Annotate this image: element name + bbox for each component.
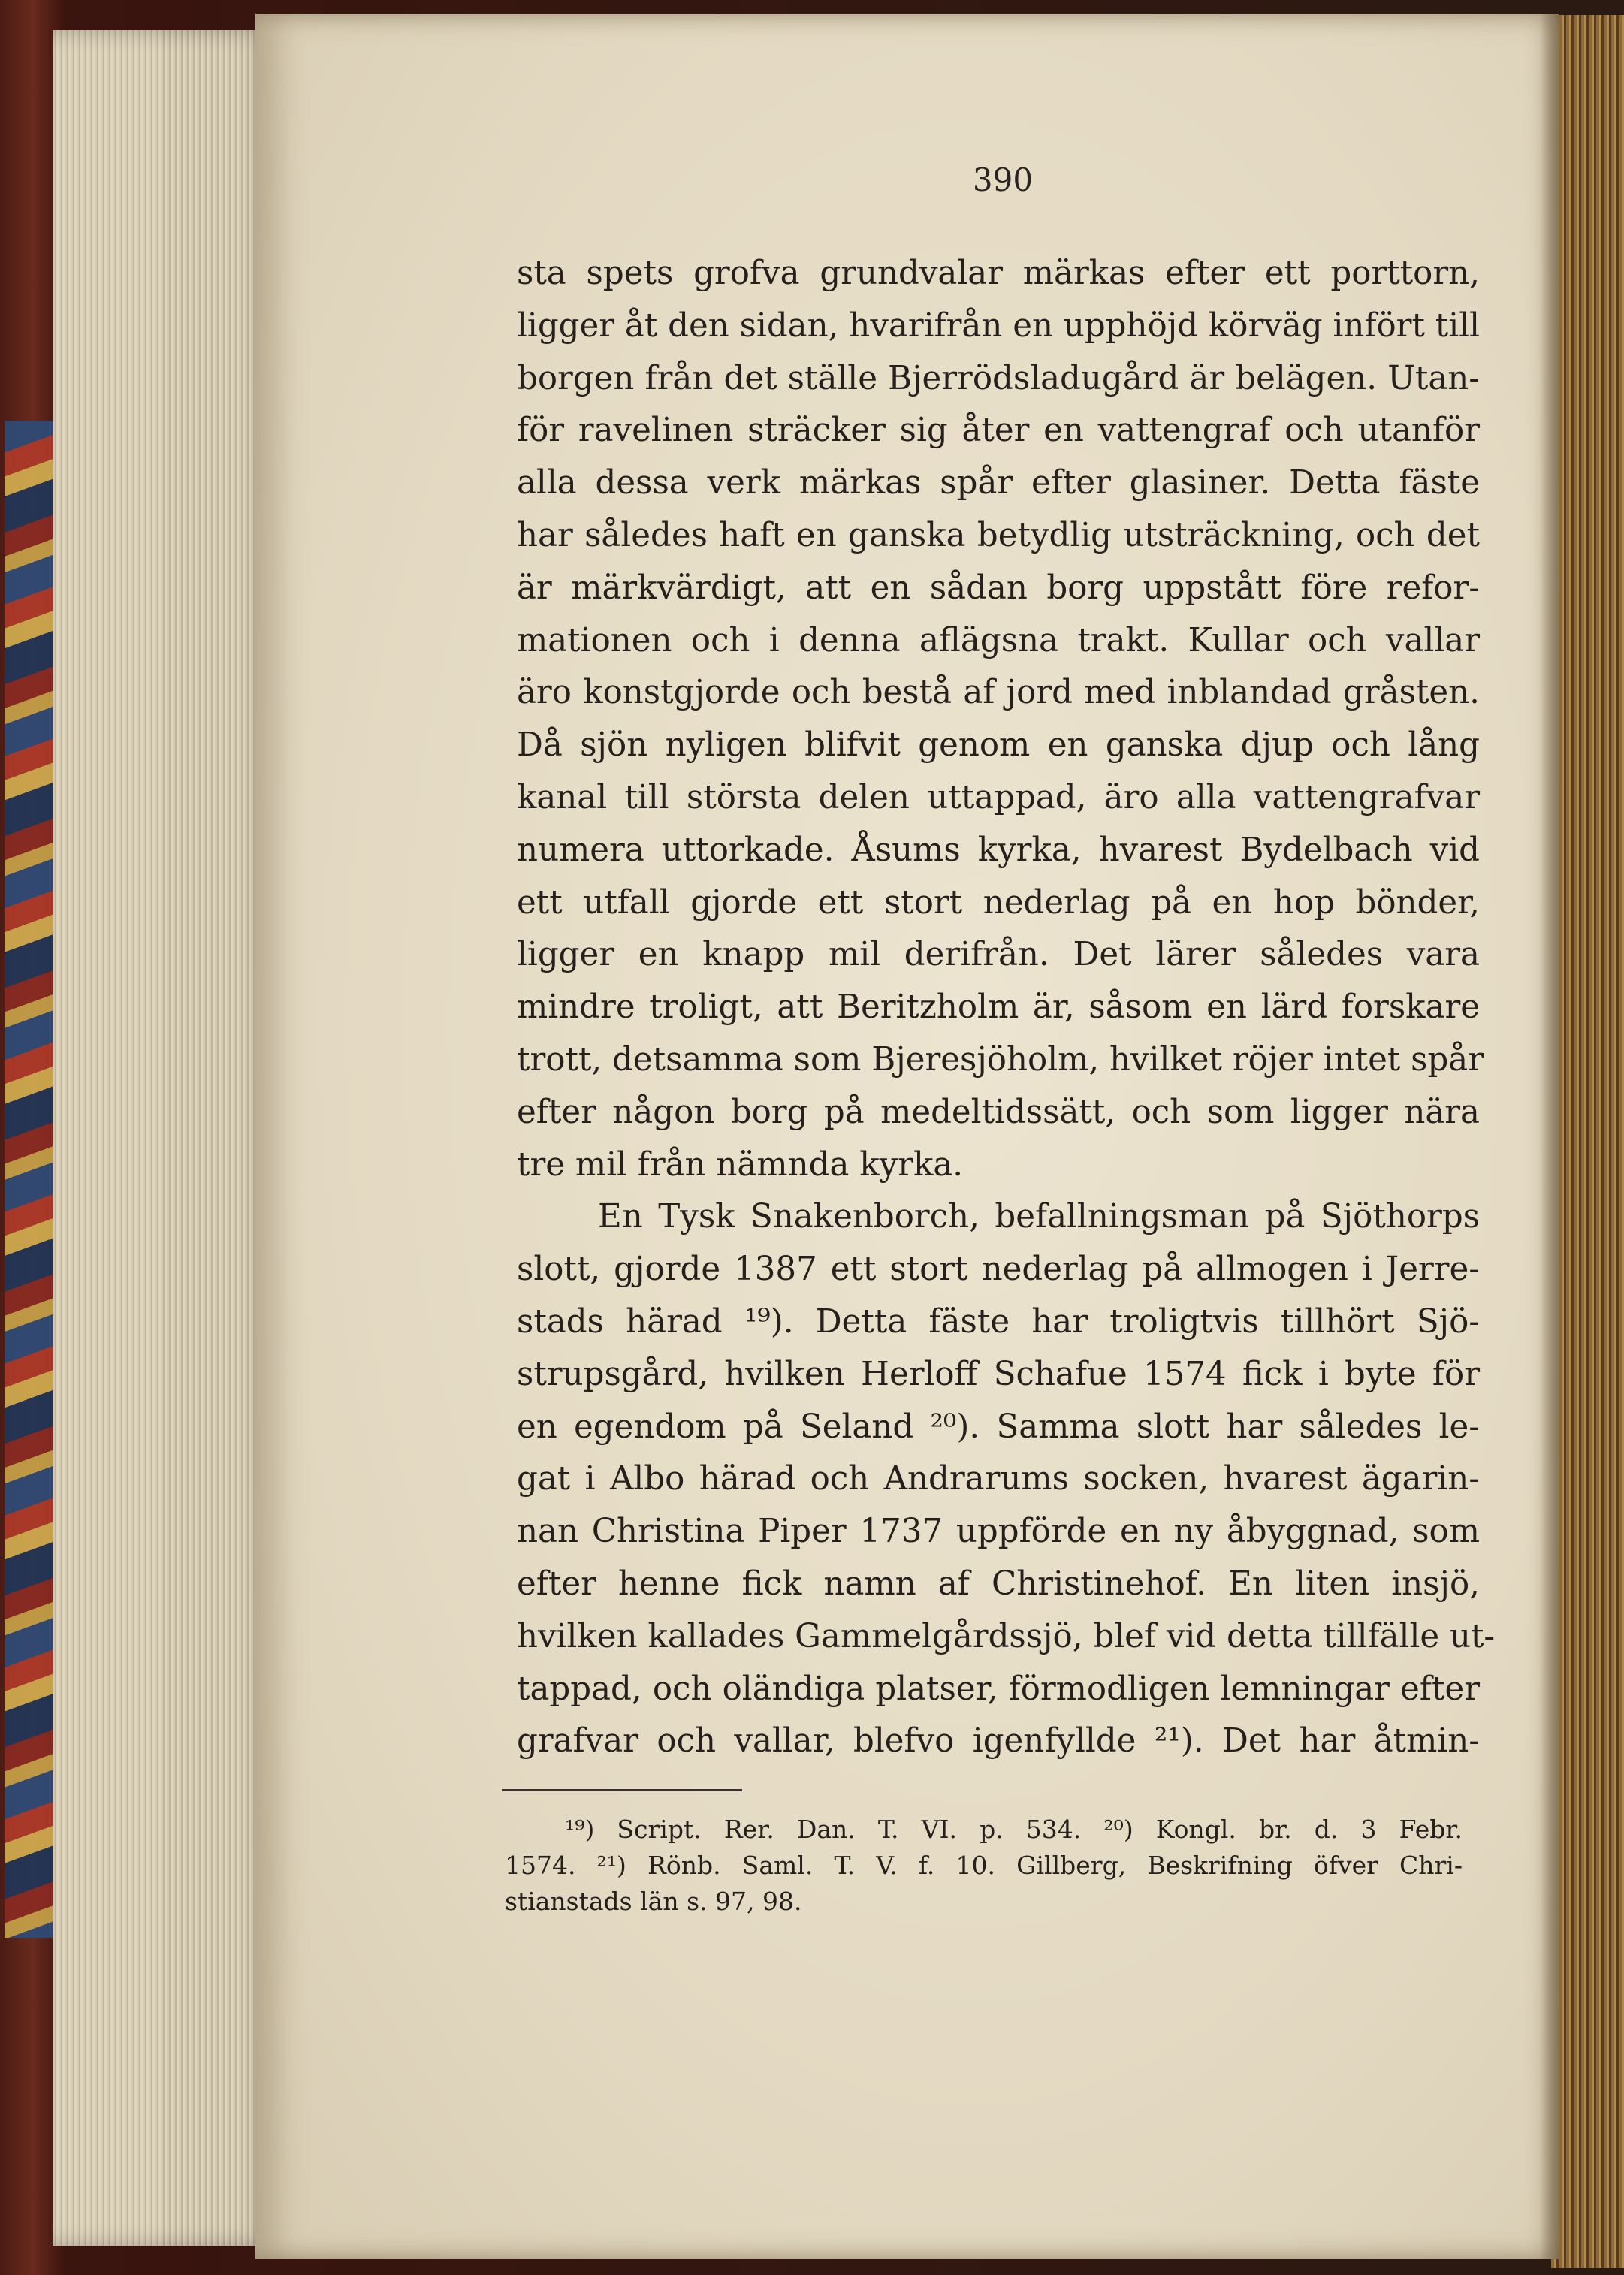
text-line: grafvar och vallar, blefvo igenfyllde ²¹). Det har åtmin- bbox=[517, 1722, 1480, 1761]
text-line: mationen och i denna aflägsna trakt. Kullar och vallar bbox=[517, 621, 1480, 659]
text-line: strupsgård, hvilken Herloff Schafue 1574 fick i byte för bbox=[517, 1355, 1480, 1393]
footnote-line: 1574. ²¹) Rönb. Saml. T. V. f. 10. Gillberg, Beskrifning öfver Chri- bbox=[505, 1851, 1463, 1880]
text-line: alla dessa verk märkas spår efter glasiner. Detta fäste bbox=[517, 464, 1480, 502]
text-line: kanal till största delen uttappad, äro alla vattengrafvar bbox=[517, 778, 1480, 816]
text-line: gat i Albo härad och Andrarums socken, hvarest ägarin- bbox=[517, 1460, 1480, 1498]
text-line: borgen från det ställe Bjerrödsladugård är belägen. Utan- bbox=[517, 359, 1480, 397]
text-line: har således haft en ganska betydlig utsträckning, och det bbox=[517, 516, 1480, 554]
text-line: för ravelinen sträcker sig åter en vattengraf och utanför bbox=[517, 412, 1480, 450]
text-line: efter henne fick namn af Christinehof. En liten insjö, bbox=[517, 1564, 1480, 1603]
page-edges-left bbox=[53, 30, 278, 2246]
text-line: ligger åt den sidan, hvarifrån en upphöjd körväg infört till bbox=[517, 306, 1480, 345]
footnote-line: stianstads län s. 97, 98. bbox=[505, 1887, 802, 1916]
text-line: ligger en knapp mil derifrån. Det lärer således vara bbox=[517, 936, 1480, 974]
footnote-divider bbox=[502, 1789, 742, 1791]
text-line: nan Christina Piper 1737 uppförde en ny åbyggnad, som bbox=[517, 1513, 1480, 1551]
text-line: stads härad ¹⁹). Detta fäste har troligtvis tillhört Sjö- bbox=[517, 1302, 1480, 1341]
text-line: numera uttorkade. Åsums kyrka, hvarest Bydelbach vid bbox=[517, 831, 1480, 869]
text-line: äro konstgjorde och bestå af jord med inblandad gråsten. bbox=[517, 674, 1480, 712]
marbled-endpaper bbox=[5, 421, 57, 1938]
page-edges-right bbox=[1551, 15, 1624, 2268]
footnotes bbox=[505, 1812, 1463, 1920]
text-line-paragraph-start: En Tysk Snakenborch, befallningsman på Sjöthorps bbox=[598, 1198, 1480, 1236]
text-line: är märkvärdigt, att en sådan borg uppstått före refor- bbox=[517, 569, 1480, 607]
text-line: efter någon borg på medeltidssätt, och som ligger nära bbox=[517, 1093, 1480, 1131]
text-line: en egendom på Seland ²⁰). Samma slott har således le- bbox=[517, 1408, 1480, 1446]
text-line: sta spets grofva grundvalar märkas efter ett porttorn, bbox=[517, 255, 1480, 292]
text-line: ett utfall gjorde ett stort nederlag på en hop bönder, bbox=[517, 883, 1480, 922]
text-line: trott, detsamma som Bjeresjöholm, hvilket röjer intet spår bbox=[517, 1040, 1484, 1079]
text-line: Då sjön nyligen blifvit genom en ganska djup och lång bbox=[517, 726, 1480, 765]
text-line: tappad, och oländiga platser, förmodligen lemningar efter bbox=[517, 1670, 1480, 1708]
page-number: 390 bbox=[972, 161, 1034, 198]
text-line: slott, gjorde 1387 ett stort nederlag på allmogen i Jerre- bbox=[517, 1251, 1480, 1289]
footnote-line: ¹⁹) Script. Rer. Dan. T. VI. p. 534. ²⁰) Kongl. br. d. 3 Febr. bbox=[565, 1815, 1463, 1844]
page-gutter-shadow bbox=[1540, 14, 1559, 2259]
text-line: mindre troligt, att Beritzholm är, såsom en lärd forskare bbox=[517, 988, 1480, 1027]
text-line-paragraph-end: tre mil från nämnda kyrka. bbox=[517, 1145, 964, 1184]
text-line: hvilken kallades Gammelgårdssjö, blef vid detta tillfälle ut- bbox=[517, 1617, 1496, 1655]
body-text bbox=[517, 248, 1496, 1768]
